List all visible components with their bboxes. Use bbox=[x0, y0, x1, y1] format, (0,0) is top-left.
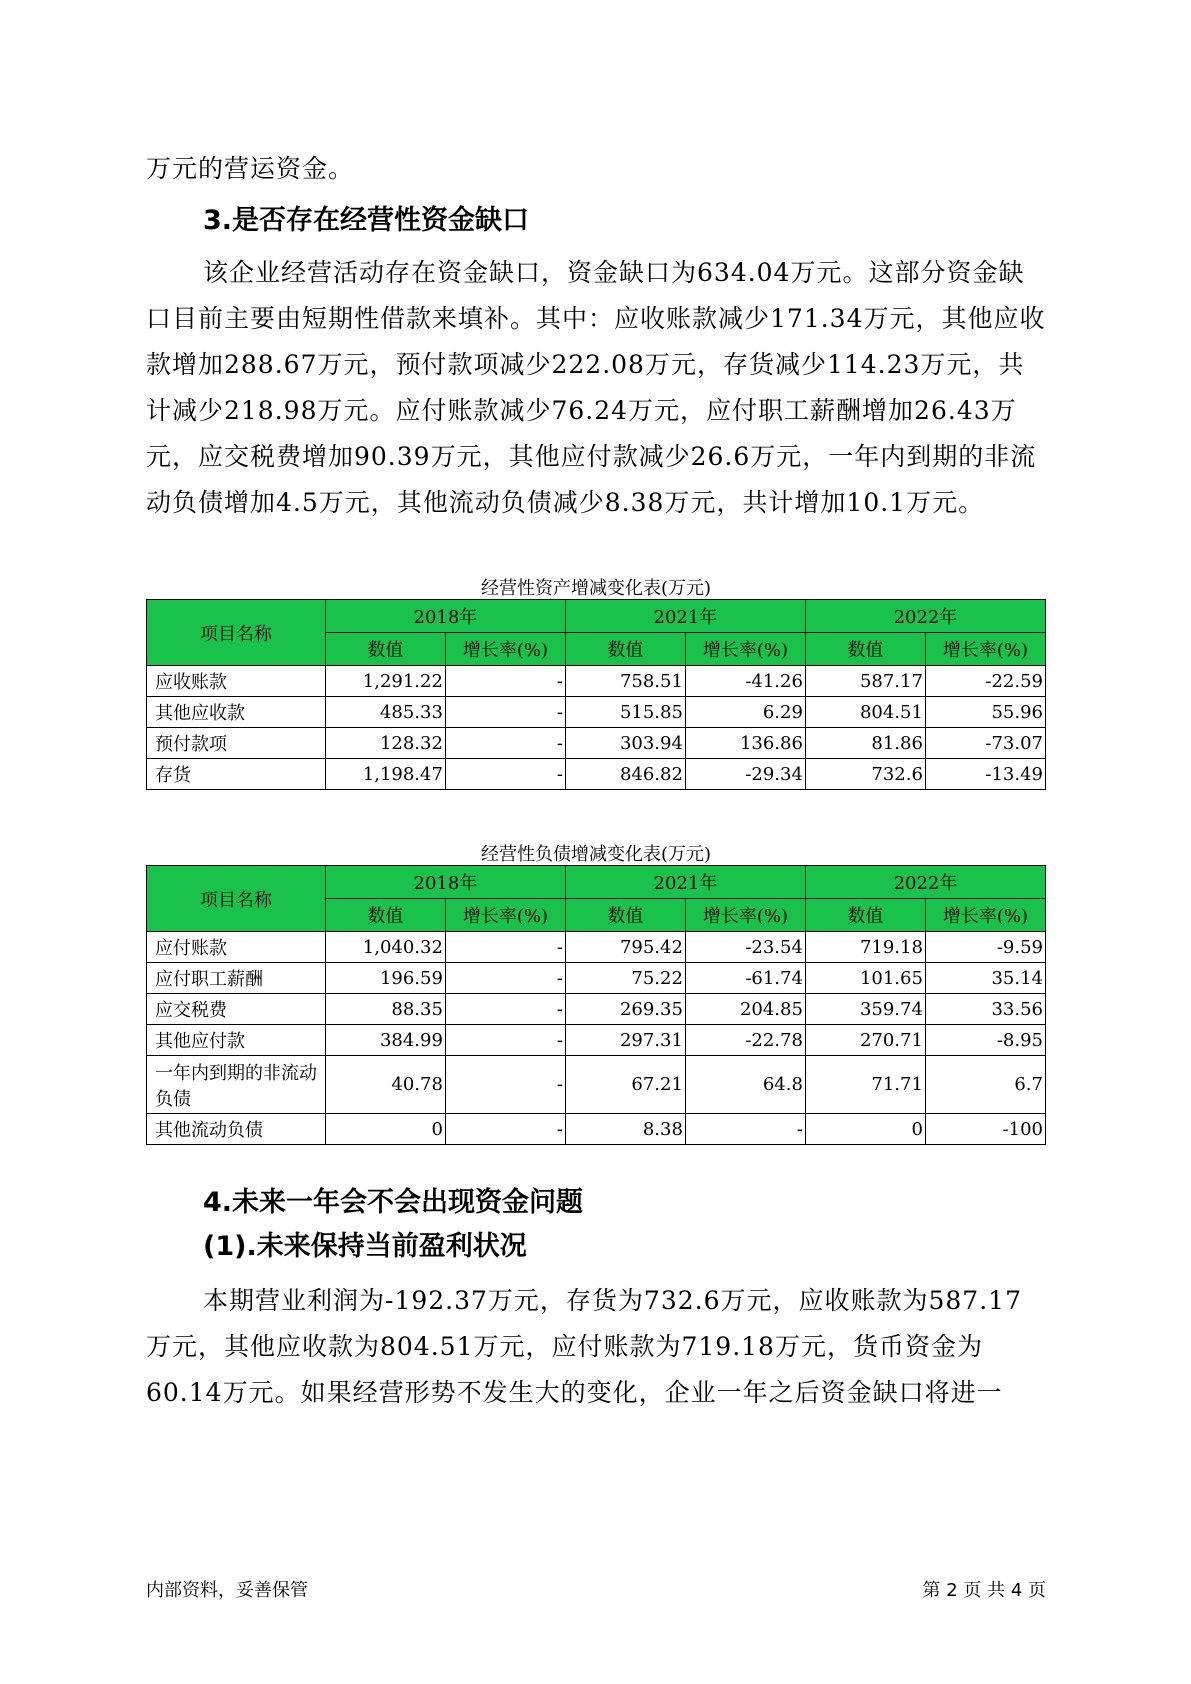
growth-cell: -73.07 bbox=[925, 728, 1045, 759]
value-subheader: 数值 bbox=[325, 633, 445, 666]
value-cell: 270.71 bbox=[805, 1025, 925, 1056]
row-label: 存货 bbox=[147, 759, 326, 790]
value-cell: 804.51 bbox=[805, 697, 925, 728]
row-label: 其他流动负债 bbox=[147, 1114, 326, 1145]
growth-subheader: 增长率(%) bbox=[445, 633, 565, 666]
table-row bbox=[147, 932, 1046, 963]
growth-cell: - bbox=[445, 759, 565, 790]
section4-heading: 4.未来一年会不会出现资金问题 bbox=[203, 1187, 584, 1218]
value-cell: 40.78 bbox=[325, 1056, 445, 1114]
row-label: 应付职工薪酬 bbox=[147, 963, 326, 994]
year-header: 2021年 bbox=[565, 866, 805, 899]
value-subheader: 数值 bbox=[565, 899, 685, 932]
value-cell: 88.35 bbox=[325, 994, 445, 1025]
growth-cell: -61.74 bbox=[685, 963, 805, 994]
table-row bbox=[147, 728, 1046, 759]
value-cell: 1,198.47 bbox=[325, 759, 445, 790]
year-header: 2018年 bbox=[325, 600, 565, 633]
item-name-header: 项目名称 bbox=[147, 866, 326, 932]
table-row bbox=[147, 697, 1046, 728]
row-label: 其他应收款 bbox=[147, 697, 326, 728]
value-cell: 101.65 bbox=[805, 963, 925, 994]
value-cell: 297.31 bbox=[565, 1025, 685, 1056]
row-label: 应交税费 bbox=[147, 994, 326, 1025]
growth-cell: - bbox=[445, 1025, 565, 1056]
value-subheader: 数值 bbox=[805, 633, 925, 666]
growth-cell: - bbox=[445, 932, 565, 963]
value-cell: 732.6 bbox=[805, 759, 925, 790]
value-subheader: 数值 bbox=[565, 633, 685, 666]
value-cell: 384.99 bbox=[325, 1025, 445, 1056]
value-cell: 719.18 bbox=[805, 932, 925, 963]
year-header: 2021年 bbox=[565, 600, 805, 633]
value-cell: 81.86 bbox=[805, 728, 925, 759]
growth-cell: - bbox=[445, 697, 565, 728]
growth-cell: - bbox=[685, 1114, 805, 1145]
section4-sub-heading: (1).未来保持当前盈利状况 bbox=[203, 1231, 527, 1262]
footer-confidential-note: 内部资料，妥善保管 bbox=[146, 1580, 308, 1601]
table-row bbox=[147, 1114, 1046, 1145]
value-cell: 1,291.22 bbox=[325, 666, 445, 697]
assets-change-table bbox=[146, 599, 1046, 790]
value-cell: 846.82 bbox=[565, 759, 685, 790]
growth-cell: 6.29 bbox=[685, 697, 805, 728]
growth-subheader: 增长率(%) bbox=[925, 633, 1045, 666]
row-label: 预付款项 bbox=[147, 728, 326, 759]
growth-cell: -100 bbox=[925, 1114, 1045, 1145]
value-subheader: 数值 bbox=[805, 899, 925, 932]
growth-cell: - bbox=[445, 963, 565, 994]
growth-cell: 35.14 bbox=[925, 963, 1045, 994]
table-row bbox=[147, 963, 1046, 994]
table-row bbox=[147, 1025, 1046, 1056]
growth-cell: 6.7 bbox=[925, 1056, 1045, 1114]
assets-table-caption: 经营性资产增减变化表(万元) bbox=[480, 578, 712, 599]
row-label: 应收账款 bbox=[147, 666, 326, 697]
value-cell: 515.85 bbox=[565, 697, 685, 728]
growth-cell: - bbox=[445, 728, 565, 759]
growth-cell: 33.56 bbox=[925, 994, 1045, 1025]
liabilities-table-caption: 经营性负债增减变化表(万元) bbox=[480, 844, 712, 865]
section3-heading: 3.是否存在经营性资金缺口 bbox=[203, 205, 530, 236]
value-cell: 1,040.32 bbox=[325, 932, 445, 963]
growth-cell: 136.86 bbox=[685, 728, 805, 759]
table-row bbox=[147, 1056, 1046, 1114]
growth-subheader: 增长率(%) bbox=[685, 899, 805, 932]
growth-cell: 204.85 bbox=[685, 994, 805, 1025]
growth-cell: -22.78 bbox=[685, 1025, 805, 1056]
table-row bbox=[147, 759, 1046, 790]
growth-subheader: 增长率(%) bbox=[685, 633, 805, 666]
growth-cell: 64.8 bbox=[685, 1056, 805, 1114]
table-row bbox=[147, 994, 1046, 1025]
growth-subheader: 增长率(%) bbox=[925, 899, 1045, 932]
row-label: 一年内到期的非流动负债 bbox=[147, 1056, 326, 1114]
growth-cell: - bbox=[445, 1056, 565, 1114]
value-cell: 71.71 bbox=[805, 1056, 925, 1114]
value-cell: 8.38 bbox=[565, 1114, 685, 1145]
growth-subheader: 增长率(%) bbox=[445, 899, 565, 932]
value-cell: 196.59 bbox=[325, 963, 445, 994]
growth-cell: -9.59 bbox=[925, 932, 1045, 963]
year-header: 2022年 bbox=[805, 600, 1045, 633]
value-cell: 0 bbox=[805, 1114, 925, 1145]
growth-cell: -22.59 bbox=[925, 666, 1045, 697]
growth-cell: -23.54 bbox=[685, 932, 805, 963]
value-cell: 795.42 bbox=[565, 932, 685, 963]
value-cell: 758.51 bbox=[565, 666, 685, 697]
row-label: 其他应付款 bbox=[147, 1025, 326, 1056]
liabilities-change-table bbox=[146, 865, 1046, 1145]
growth-cell: - bbox=[445, 994, 565, 1025]
section3-paragraph: 该企业经营活动存在资金缺口，资金缺口为634.04万元。这部分资金缺口目前主要由短期性借款来填补。其中：应收账款减少171.34万元，其他应收款增加288.67万元，预付款项减少222.08万元，存货减少114.23万元，共计减少218.98万元。应付账款减少76.24万元，应付职工薪酬增加26.43万元，应交税费增加90.39万元，其他应付款减少26.6万元，一年内到期的非流动负债增加4.5万元，其他流动负债减少8.38万元，共计增加10.1万元。 bbox=[146, 258, 1046, 517]
value-cell: 0 bbox=[325, 1114, 445, 1145]
value-cell: 359.74 bbox=[805, 994, 925, 1025]
value-cell: 587.17 bbox=[805, 666, 925, 697]
value-subheader: 数值 bbox=[325, 899, 445, 932]
intro-tail-text: 万元的营运资金。 bbox=[146, 154, 355, 183]
year-header: 2018年 bbox=[325, 866, 565, 899]
growth-cell: -29.34 bbox=[685, 759, 805, 790]
value-cell: 303.94 bbox=[565, 728, 685, 759]
value-cell: 485.33 bbox=[325, 697, 445, 728]
row-label: 应付账款 bbox=[147, 932, 326, 963]
growth-cell: -13.49 bbox=[925, 759, 1045, 790]
growth-cell: -8.95 bbox=[925, 1025, 1045, 1056]
year-header: 2022年 bbox=[805, 866, 1045, 899]
growth-cell: - bbox=[445, 666, 565, 697]
item-name-header: 项目名称 bbox=[147, 600, 326, 666]
footer-page-number: 第 2 页 共 4 页 bbox=[922, 1580, 1046, 1601]
growth-cell: -41.26 bbox=[685, 666, 805, 697]
value-cell: 75.22 bbox=[565, 963, 685, 994]
value-cell: 67.21 bbox=[565, 1056, 685, 1114]
growth-cell: - bbox=[445, 1114, 565, 1145]
section4-paragraph: 本期营业利润为-192.37万元，存货为732.6万元，应收账款为587.17万元，其他应收款为804.51万元，应付账款为719.18万元，货币资金为60.14万元。如果经营形势不发生大的变化，企业一年之后资金缺口将进一 bbox=[146, 1286, 1022, 1407]
value-cell: 269.35 bbox=[565, 994, 685, 1025]
value-cell: 128.32 bbox=[325, 728, 445, 759]
growth-cell: 55.96 bbox=[925, 697, 1045, 728]
table-row bbox=[147, 666, 1046, 697]
